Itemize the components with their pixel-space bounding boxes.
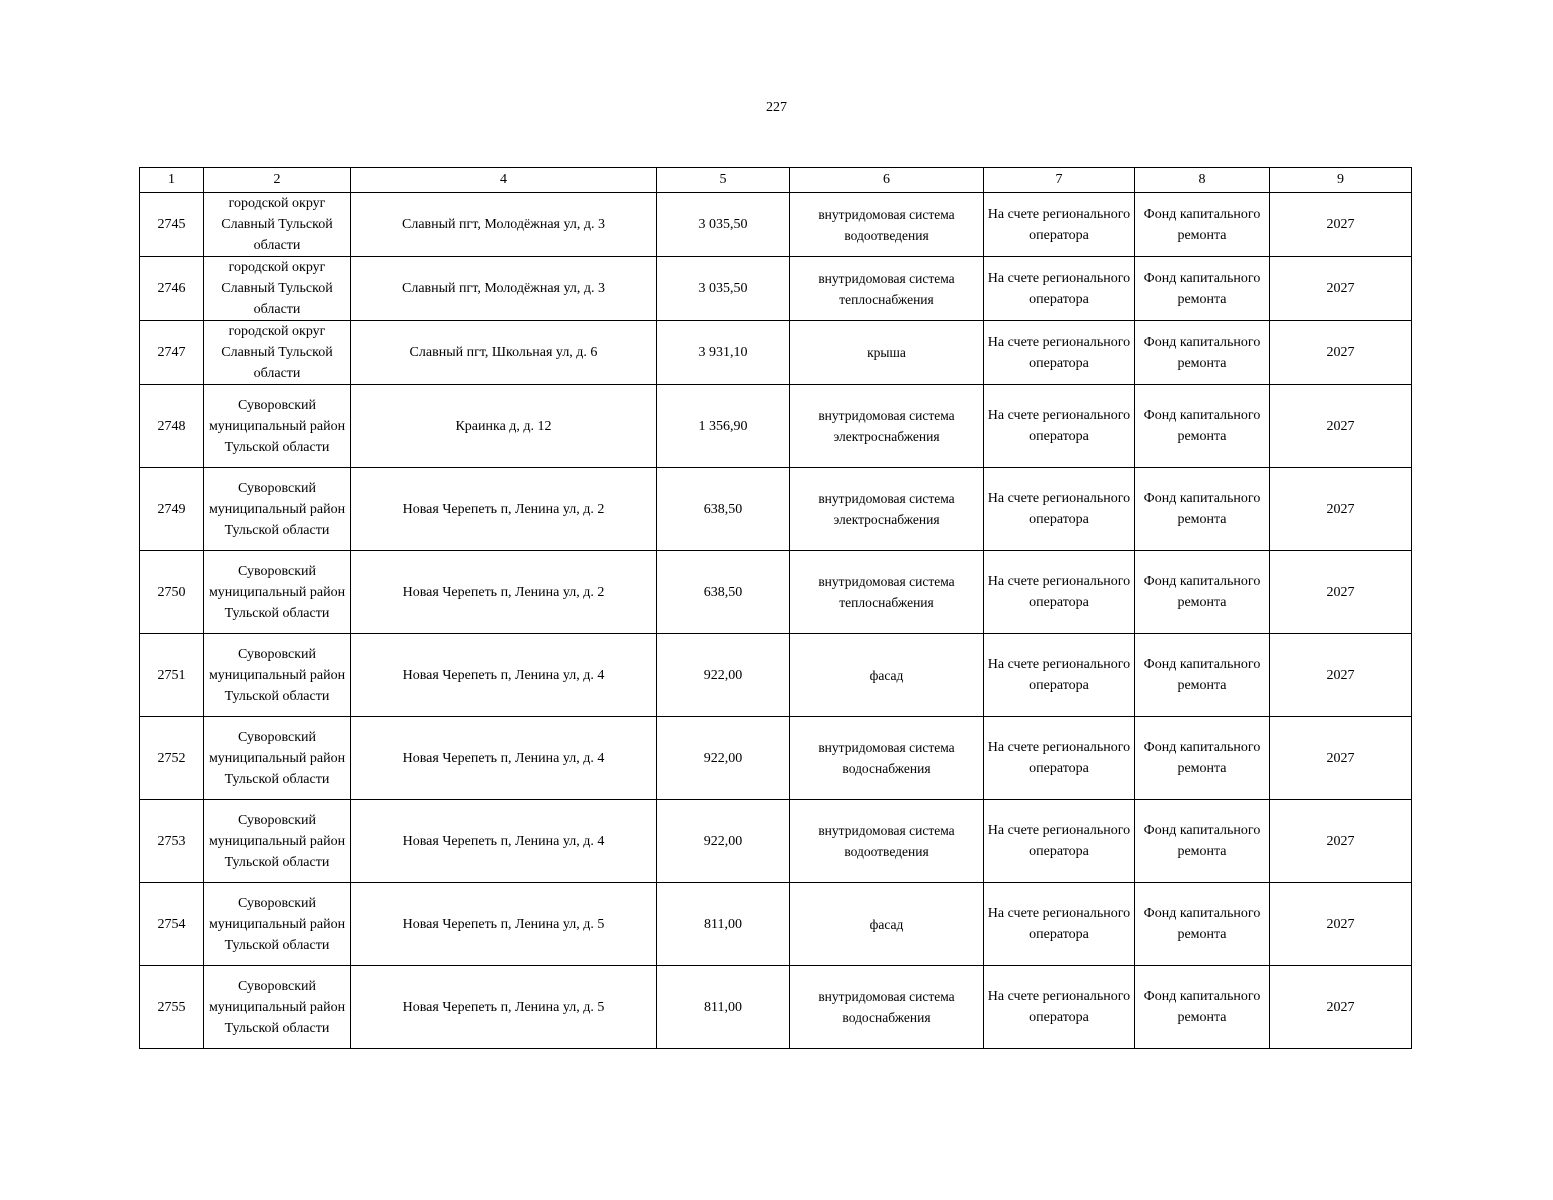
year-cell: 2027	[1270, 321, 1412, 385]
area-cell: 638,50	[657, 551, 790, 634]
municipality-cell: Суворовский муниципальный район Тульской области	[204, 468, 351, 551]
address-cell: Новая Черепеть п, Ленина ул, д. 5	[351, 966, 657, 1049]
year-cell: 2027	[1270, 800, 1412, 883]
account-cell: На счете регионального оператора	[984, 551, 1135, 634]
municipality-cell: городской округ Славный Тульской области	[204, 193, 351, 257]
row-number: 2755	[140, 966, 204, 1049]
year-cell: 2027	[1270, 257, 1412, 321]
fund-cell: Фонд капитального ремонта	[1135, 966, 1270, 1049]
work-type-cell: внутридомовая система водоотведения	[790, 193, 984, 257]
municipality-cell: Суворовский муниципальный район Тульской области	[204, 385, 351, 468]
address-cell: Новая Черепеть п, Ленина ул, д. 2	[351, 468, 657, 551]
work-type-cell: внутридомовая система водоотведения	[790, 800, 984, 883]
account-cell: На счете регионального оператора	[984, 800, 1135, 883]
address-cell: Славный пгт, Школьная ул, д. 6	[351, 321, 657, 385]
fund-cell: Фонд капитального ремонта	[1135, 551, 1270, 634]
work-type-cell: крыша	[790, 321, 984, 385]
area-cell: 922,00	[657, 634, 790, 717]
work-type-cell: внутридомовая система теплоснабжения	[790, 257, 984, 321]
work-type-cell: внутридомовая система водоснабжения	[790, 966, 984, 1049]
year-cell: 2027	[1270, 385, 1412, 468]
account-cell: На счете регионального оператора	[984, 193, 1135, 257]
table-row	[140, 883, 1412, 966]
table-row	[140, 634, 1412, 717]
capital-repair-table	[139, 167, 1412, 1049]
address-cell: Новая Черепеть п, Ленина ул, д. 4	[351, 800, 657, 883]
fund-cell: Фонд капитального ремонта	[1135, 193, 1270, 257]
year-cell: 2027	[1270, 966, 1412, 1049]
address-cell: Новая Черепеть п, Ленина ул, д. 4	[351, 634, 657, 717]
account-cell: На счете регионального оператора	[984, 385, 1135, 468]
area-cell: 922,00	[657, 800, 790, 883]
column-header: 8	[1135, 168, 1270, 193]
page-number: 227	[766, 100, 787, 115]
row-number: 2746	[140, 257, 204, 321]
column-header: 7	[984, 168, 1135, 193]
area-cell: 922,00	[657, 717, 790, 800]
row-number: 2753	[140, 800, 204, 883]
address-cell: Новая Черепеть п, Ленина ул, д. 2	[351, 551, 657, 634]
column-header: 9	[1270, 168, 1412, 193]
fund-cell: Фонд капитального ремонта	[1135, 257, 1270, 321]
account-cell: На счете регионального оператора	[984, 717, 1135, 800]
municipality-cell: Суворовский муниципальный район Тульской области	[204, 634, 351, 717]
table-row	[140, 193, 1412, 257]
municipality-cell: городской округ Славный Тульской области	[204, 321, 351, 385]
municipality-cell: Суворовский муниципальный район Тульской области	[204, 717, 351, 800]
area-cell: 3 931,10	[657, 321, 790, 385]
table-row	[140, 321, 1412, 385]
year-cell: 2027	[1270, 883, 1412, 966]
table-row	[140, 468, 1412, 551]
fund-cell: Фонд капитального ремонта	[1135, 385, 1270, 468]
fund-cell: Фонд капитального ремонта	[1135, 800, 1270, 883]
account-cell: На счете регионального оператора	[984, 883, 1135, 966]
table-row	[140, 385, 1412, 468]
row-number: 2747	[140, 321, 204, 385]
row-number: 2752	[140, 717, 204, 800]
column-header: 2	[204, 168, 351, 193]
table-row	[140, 257, 1412, 321]
row-number: 2751	[140, 634, 204, 717]
address-cell: Краинка д, д. 12	[351, 385, 657, 468]
table-row	[140, 717, 1412, 800]
area-cell: 3 035,50	[657, 193, 790, 257]
row-number: 2750	[140, 551, 204, 634]
area-cell: 1 356,90	[657, 385, 790, 468]
row-number: 2745	[140, 193, 204, 257]
work-type-cell: внутридомовая система водоснабжения	[790, 717, 984, 800]
year-cell: 2027	[1270, 634, 1412, 717]
area-cell: 811,00	[657, 883, 790, 966]
address-cell: Славный пгт, Молодёжная ул, д. 3	[351, 193, 657, 257]
municipality-cell: Суворовский муниципальный район Тульской области	[204, 800, 351, 883]
municipality-cell: Суворовский муниципальный район Тульской области	[204, 966, 351, 1049]
area-cell: 638,50	[657, 468, 790, 551]
column-number-row	[140, 168, 1412, 193]
fund-cell: Фонд капитального ремонта	[1135, 321, 1270, 385]
address-cell: Новая Черепеть п, Ленина ул, д. 4	[351, 717, 657, 800]
table-row	[140, 551, 1412, 634]
year-cell: 2027	[1270, 717, 1412, 800]
column-header: 5	[657, 168, 790, 193]
table-row	[140, 966, 1412, 1049]
table-row	[140, 800, 1412, 883]
fund-cell: Фонд капитального ремонта	[1135, 468, 1270, 551]
municipality-cell: Суворовский муниципальный район Тульской области	[204, 551, 351, 634]
fund-cell: Фонд капитального ремонта	[1135, 883, 1270, 966]
address-cell: Славный пгт, Молодёжная ул, д. 3	[351, 257, 657, 321]
municipality-cell: Суворовский муниципальный район Тульской области	[204, 883, 351, 966]
area-cell: 811,00	[657, 966, 790, 1049]
column-header: 6	[790, 168, 984, 193]
work-type-cell: внутридомовая система электроснабжения	[790, 468, 984, 551]
fund-cell: Фонд капитального ремонта	[1135, 634, 1270, 717]
fund-cell: Фонд капитального ремонта	[1135, 717, 1270, 800]
account-cell: На счете регионального оператора	[984, 321, 1135, 385]
year-cell: 2027	[1270, 551, 1412, 634]
column-header: 4	[351, 168, 657, 193]
year-cell: 2027	[1270, 193, 1412, 257]
work-type-cell: фасад	[790, 883, 984, 966]
column-header: 1	[140, 168, 204, 193]
work-type-cell: фасад	[790, 634, 984, 717]
year-cell: 2027	[1270, 468, 1412, 551]
work-type-cell: внутридомовая система теплоснабжения	[790, 551, 984, 634]
address-cell: Новая Черепеть п, Ленина ул, д. 5	[351, 883, 657, 966]
account-cell: На счете регионального оператора	[984, 634, 1135, 717]
work-type-cell: внутридомовая система электроснабжения	[790, 385, 984, 468]
account-cell: На счете регионального оператора	[984, 468, 1135, 551]
row-number: 2748	[140, 385, 204, 468]
row-number: 2754	[140, 883, 204, 966]
row-number: 2749	[140, 468, 204, 551]
account-cell: На счете регионального оператора	[984, 966, 1135, 1049]
area-cell: 3 035,50	[657, 257, 790, 321]
account-cell: На счете регионального оператора	[984, 257, 1135, 321]
municipality-cell: городской округ Славный Тульской области	[204, 257, 351, 321]
